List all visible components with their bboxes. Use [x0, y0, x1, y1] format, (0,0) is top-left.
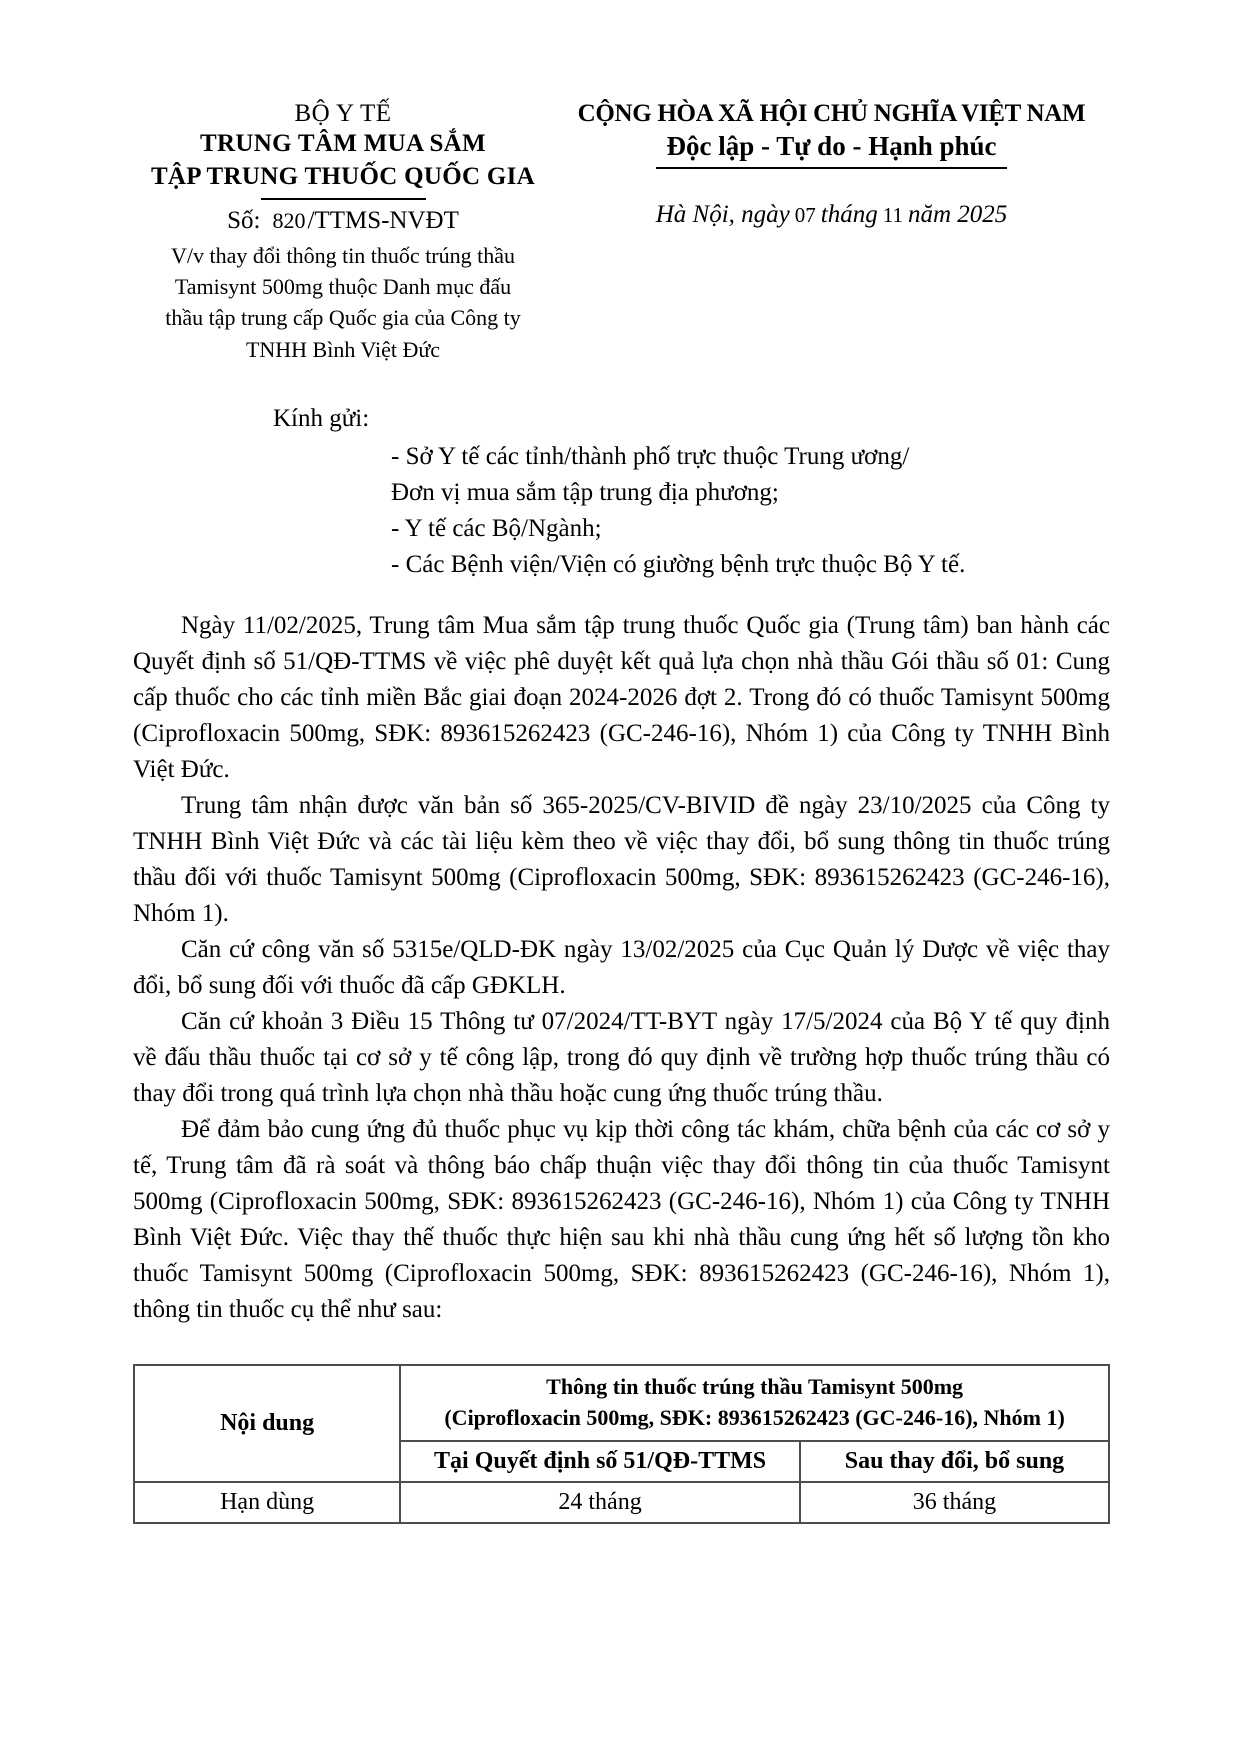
- document-header: [133, 100, 1110, 365]
- document-number-suffix: /TTMS-NVĐT: [307, 207, 459, 234]
- recipient-line: - Y tế các Bộ/Ngành;: [391, 514, 602, 542]
- salutation-block: [133, 401, 1110, 583]
- document-number: [133, 207, 553, 235]
- national-motto-line1: CỘNG HÒA XÃ HỘI CHỦ NGHĨA VIỆT NAM: [577, 100, 1086, 127]
- issuer-block: [133, 100, 553, 365]
- date-day: 07: [794, 203, 816, 227]
- subject-line: V/v thay đổi thông tin thuốc trúng thầu: [170, 243, 516, 268]
- place-date-prefix: Hà Nội, ngày: [655, 201, 790, 228]
- recipient-line: - Các Bệnh viện/Viện có giường bệnh trực thuộc Bộ Y tế.: [391, 550, 966, 578]
- recipient-list: [133, 439, 1110, 583]
- table-row-label: Hạn dùng: [134, 1482, 400, 1523]
- table-row: [134, 1482, 1109, 1523]
- org-name-line2: TẬP TRUNG THUỐC QUỐC GIA: [150, 162, 536, 190]
- national-header-block: [553, 100, 1110, 229]
- org-name-line1: TRUNG TÂM MUA SẮM: [200, 130, 486, 157]
- recipient-line: - Sở Y tế các tỉnh/thành phố trực thuộc Trung ương/: [391, 442, 910, 470]
- table-row-value-after: 36 tháng: [800, 1482, 1109, 1523]
- table-group-header-line2: (Ciprofloxacin 500mg, SĐK: 893615262423 (GC-246-16), Nhóm 1): [444, 1404, 1065, 1430]
- document-subject: [133, 240, 553, 365]
- salutation-label: Kính gửi:: [273, 404, 370, 432]
- place-and-date: [553, 201, 1110, 229]
- document-body: [133, 608, 1110, 1328]
- table-col-header-after: Sau thay đổi, bổ sung: [800, 1441, 1109, 1482]
- subject-line: Tamisynt 500mg thuộc Danh mục đấu: [174, 274, 512, 300]
- parent-org-name: BỘ Y TẾ: [294, 100, 392, 127]
- body-paragraph: Căn cứ khoản 3 Điều 15 Thông tư 07/2024/TT-BYT ngày 17/5/2024 của Bộ Y tế quy định về đấu thầu thuốc tại cơ sở y tế công lập, trong đó quy định về trường hợp thuốc trúng thầu có thay đổi trong quá trình lựa chọn nhà thầu hoặc cung ứng thuốc trúng thầu.: [133, 1007, 1110, 1107]
- table-col-header-before: Tại Quyết định số 51/QĐ-TTMS: [400, 1441, 800, 1482]
- table-group-header-line1: Thông tin thuốc trúng thầu Tamisynt 500mg: [546, 1373, 964, 1399]
- drug-info-table: [133, 1364, 1110, 1524]
- org-divider-rule: [261, 198, 426, 200]
- subject-line: thầu tập trung cấp Quốc gia của Công ty: [165, 305, 521, 331]
- table-group-header: [400, 1365, 1109, 1441]
- body-paragraph: Ngày 11/02/2025, Trung tâm Mua sắm tập trung thuốc Quốc gia (Trung tâm) ban hành các Quyết định số 51/QĐ-TTMS về việc phê duyệt kết quả lựa chọn nhà thầu Gói thầu số 01: Cung cấp thuốc cho các tỉnh miền Bắc giai đoạn 2024-2026 đợt 2. Trong đó có thuốc Tamisynt 500mg (Ciprofloxacin 500mg, SĐK: 893615262423 (GC-246-16), Nhóm 1) của Công ty TNHH Bình Việt Đức.: [133, 611, 1110, 783]
- table-row-value-before: 24 tháng: [400, 1482, 800, 1523]
- recipient-line: Đơn vị mua sắm tập trung địa phương;: [391, 478, 779, 506]
- national-motto-line2: Độc lập - Tự do - Hạnh phúc: [656, 131, 1006, 169]
- document-number-label: Số:: [227, 207, 261, 234]
- body-paragraph: Căn cứ công văn số 5315e/QLD-ĐK ngày 13/02/2025 của Cục Quản lý Dược về việc thay đổi, bổ sung đối với thuốc đã cấp GĐKLH.: [133, 935, 1110, 999]
- table-corner-header: Nội dung: [134, 1365, 400, 1482]
- document-number-value: 820: [272, 208, 306, 233]
- date-month: 11: [882, 203, 903, 227]
- date-year: năm 2025: [907, 201, 1008, 228]
- month-word: tháng: [820, 201, 878, 228]
- body-paragraph: Để đảm bảo cung ứng đủ thuốc phục vụ kịp thời công tác khám, chữa bệnh của các cơ sở y tế, Trung tâm đã rà soát và thông báo chấp thuận việc thay đổi thông tin của thuốc Tamisynt 500mg (Ciprofloxacin 500mg, SĐK: 893615262423 (GC-246-16), Nhóm 1) của Công ty TNHH Bình Việt Đức. Việc thay thế thuốc thực hiện sau khi nhà thầu cung ứng hết số lượng tồn kho thuốc Tamisynt 500mg (Ciprofloxacin 500mg, SĐK: 893615262423 (GC-246-16), Nhóm 1), thông tin thuốc cụ thể như sau:: [133, 1115, 1110, 1323]
- table-header-row-group: [134, 1365, 1109, 1441]
- subject-line: TNHH Bình Việt Đức: [245, 336, 441, 362]
- body-paragraph: Trung tâm nhận được văn bản số 365-2025/CV-BIVID đề ngày 23/10/2025 của Công ty TNHH Bình Việt Đức và các tài liệu kèm theo về việc thay đổi, bổ sung thông tin thuốc trúng thầu đối với thuốc Tamisynt 500mg (Ciprofloxacin 500mg, SĐK: 893615262423 (GC-246-16), Nhóm 1).: [133, 791, 1110, 927]
